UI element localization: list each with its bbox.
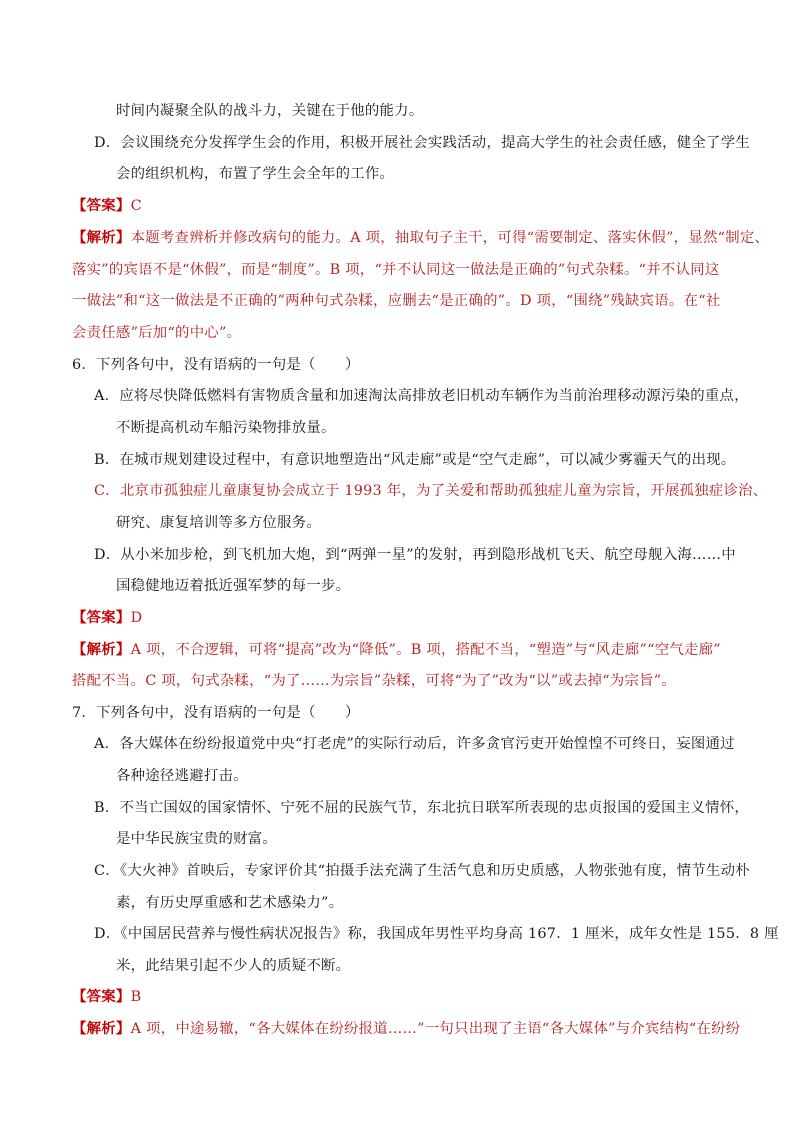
q6-option-b-line1: B．在城市规划建设过程中，有意识地塑造出“风走廊”或是“空气走廊”，可以减少雾霾天气的出现。 <box>94 452 736 468</box>
q6-option-a-line1: A．应将尽快降低燃料有害物质含量和加速淘汰高排放老旧机动车辆作为当前治理移动源污染的重点， <box>94 388 749 404</box>
q6-option-a-line2: 不断提高机动车船污染物排放量。 <box>116 420 336 436</box>
q7-option-b-line1: B．不当亡国奴的国家情怀、宁死不屈的民族气节，东北抗日联军所表现的忠贞报国的爱国主义情怀， <box>94 800 750 816</box>
q6-option-c-line1: C．北京市孤独症儿童康复协会成立于 1993 年，为了关爱和帮助孤独症儿童为宗旨，开展孤独症诊治、 <box>94 483 768 499</box>
q6-answer-label: 【答案】 <box>72 609 131 626</box>
q6-analysis-line1: 【解析】A 项，不合逻辑，可将“提高”改为“降低”。B 项，搭配不当，“塑造”与“风走廊”“空气走廊” <box>72 641 721 658</box>
answer-value: C <box>130 198 142 214</box>
q7-answer-label: 【答案】 <box>72 988 131 1005</box>
q7-option-a-line1: A．各大媒体在纷纷报道党中央“打老虎”的实际行动后，许多贪官污吏开始惶惶不可终日，妄图通过 <box>94 736 735 752</box>
q6-analysis-label: 【解析】 <box>72 641 131 658</box>
q7-stem: 7．下列各句中，没有语病的一句是（ ） <box>72 705 360 721</box>
q7-analysis-line1: 【解析】A 项，中途易辙，“各大媒体在纷纷报道……”一句只出现了主语“各大媒体”与介宾结构“在纷纷 <box>72 1020 741 1037</box>
q6-stem: 6．下列各句中，没有语病的一句是（ ） <box>72 357 360 373</box>
analysis-label: 【解析】 <box>72 229 131 246</box>
analysis-line4: 会责任感”后加“的中心”。 <box>72 325 242 341</box>
q7-option-d-line2: 米，此结果引起不少人的质疑不断。 <box>116 958 351 974</box>
q6-option-d-line2: 国稳健地迈着抵近强军梦的每一步。 <box>116 578 351 594</box>
analysis-line3: 一做法”和“这一做法是不正确的”两种句式杂糅，应删去“是正确的”。D 项，“围绕”残缺宾语。在“社 <box>72 293 721 309</box>
q7-answer-row <box>72 987 141 1007</box>
q7-option-b-line2: 是中华民族宝贵的财富。 <box>116 831 278 847</box>
analysis-line2: 落实”的宾语不是“休假”，而是“制度”。B 项，“并不认同这一做法是正确的”句式杂糅。“并不认同这 <box>72 262 720 278</box>
answer-label: 【答案】 <box>72 197 131 214</box>
q7-option-c-line1: C．《大火神》首映后，专家评价其“拍摄手法充满了生活气息和历史质感，人物张弛有度，情节生动朴 <box>94 863 750 879</box>
q7-option-d-line1: D．《中国居民营养与慢性病状况报告》称，我国成年男性平均身高 167．1 厘米，成年女性是 155．8 厘 <box>94 926 779 942</box>
q7-option-a-line2: 各种途径逃避打击。 <box>116 768 248 784</box>
q6-option-c-line2: 研究、康复培训等多方位服务。 <box>116 515 321 531</box>
analysis-line1: 【解析】本题考查辨析并修改病句的能力。A 项，抽取句子主干，可得“需要制定、落实休假”，显然“制定、 <box>72 229 770 246</box>
q7-option-c-line2: 素，有历史厚重感和艺术感染力”。 <box>116 895 344 911</box>
q7-answer-value: B <box>130 989 142 1005</box>
q6-answer-value: D <box>130 610 143 626</box>
q6-option-d-line1: D．从小米加步枪，到飞机加大炮，到“两弹一星”的发射，再到隐形战机飞天、航空母舰入海……中 <box>94 547 736 563</box>
q6-answer-row <box>72 608 142 628</box>
option-d-line1: D．会议围绕充分发挥学生会的作用，积极开展社会实践活动，提高大学生的社会责任感，健全了学生 <box>94 135 750 151</box>
q6-analysis-line2: 搭配不当。C 项，句式杂糅，“为了……为宗旨”杂糅，可将“为了”改为“以”或去掉“为宗旨”。 <box>72 673 677 689</box>
answer-row <box>72 196 142 216</box>
continuation-line: 时间内凝聚全队的战斗力，关键在于他的能力。 <box>116 103 424 119</box>
option-d-line2: 会的组织机构，布置了学生会全年的工作。 <box>116 166 395 182</box>
q7-analysis-label: 【解析】 <box>72 1020 131 1037</box>
